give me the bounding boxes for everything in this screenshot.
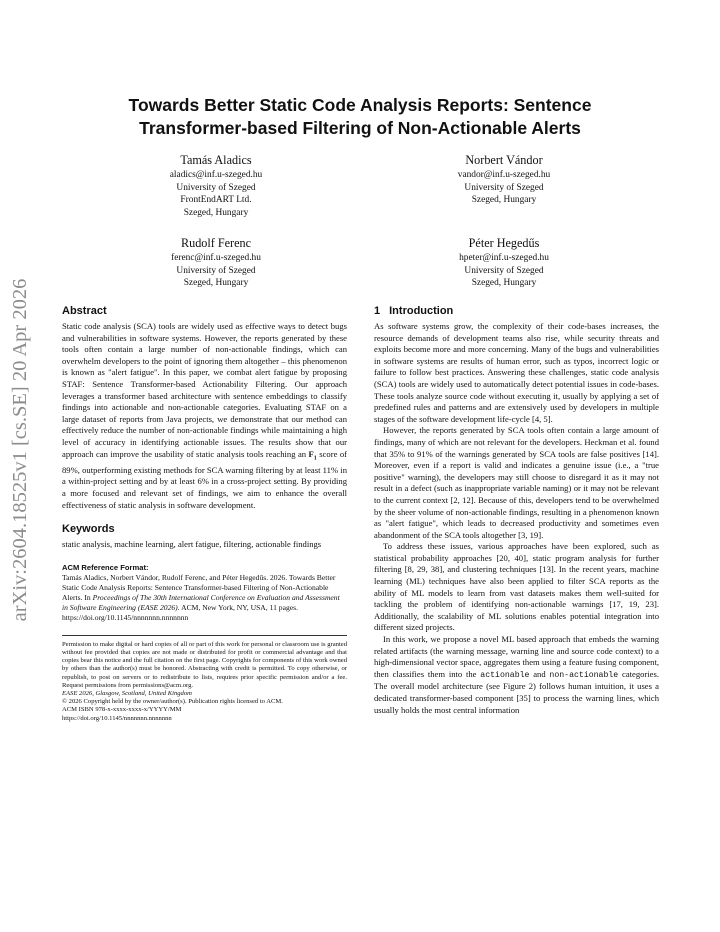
non-actionable-label-code: non-actionable: [549, 670, 619, 680]
permission-block: [62, 641, 347, 723]
section-number: 1: [374, 305, 381, 317]
author-location: Szeged, Hungary: [471, 195, 537, 206]
introduction-heading: [374, 304, 659, 318]
acm-reference-heading: ACM Reference Format:: [62, 562, 149, 572]
acm-reference-part-2: ACM, New York, NY, USA, 11 pages. https://doi.org/10.1145/nnnnnnn.nnnnnnn: [62, 602, 298, 622]
author-name: Rudolf Ferenc: [180, 236, 252, 250]
abstract-heading: Abstract: [62, 305, 107, 317]
footnote-divider: [62, 635, 347, 636]
intro-paragraph-3: To address these issues, various approaches have been explored, such as statistical probability approaches [20, 40], static program analysis for further filtering [8, 29, 38], and clustering techniques [13]. In the recent years, machine learning (ML) techniques have also been applied to filter SCA reports as the ability of ML models to learn from vast datasets makes them well-suited for tackling the problem of identifying non-actionable warnings [17, 19, 23]. Additionally, the scalability of ML solutions enables potential integration into different sized projects.: [374, 541, 659, 633]
author-name: Norbert Vándor: [465, 153, 543, 167]
author-affiliation: University of Szeged: [176, 265, 256, 276]
intro-paragraph-4-part-2: categories. The overall model architecture (see Figure 2) follows human intuition, it uses a dedicated transformer-based component [35] to process the warning lines, which usually holds the most central information: [374, 668, 659, 715]
author-email: vandor@inf.u-szeged.hu: [457, 170, 551, 180]
author-email: ferenc@inf.u-szeged.hu: [171, 253, 261, 263]
intro-paragraph-2: However, the reports generated by SCA tools often contain a large amount of findings, many of which are not relevant for the developers. Heckman et al. found that 35% to 91% of the warnings generated by SCA tools are false positives [14]. Moreover, even if a report is valid and indicates a genuine issue (i.e., a "true positive" warning), the developers may still choose to disregard it as it may not result in a defect (such as inappropriate variable naming) or it may not be relevant to the current context [2, 12]. Because of this, developers tend to be overwhelmed by the sheer volume of non-actionable findings, resulting in a phenomenon known as "alert fatigue", which leads to decreased productivity and sometimes even abandonment of the SCA tools altogether [3, 19].: [374, 425, 659, 540]
doi-line: https://doi.org/10.1145/nnnnnnn.nnnnnnn: [62, 714, 172, 722]
f1-score-symbol: [308, 448, 317, 462]
title-block: [60, 94, 660, 140]
paper-title-line-2: Transformer-based Filtering of Non-Actionable Alerts: [139, 118, 581, 138]
author-block-vandor: [374, 152, 634, 207]
author-location: Szeged, Hungary: [183, 278, 249, 289]
author-name: Péter Hegedűs: [468, 236, 540, 250]
author-location: Szeged, Hungary: [471, 278, 537, 289]
acm-reference-proceedings: Proceedings of The 30th International Conference on Evaluation and Assessment in Software Engineering (EASE 2026).: [62, 592, 340, 612]
abstract-text: [62, 321, 347, 511]
abstract-text-part-1: Static code analysis (SCA) tools are widely used as effective ways to detect bugs and vulnerabilities in software systems. However, the reports generated by these tools often contain a large number of non-actionable findings, which can overwhelm developers to the point of ignoring them altogether – this phenomenon is known as "alert fatigue". In this paper, we combat alert fatigue by proposing STAF: Sentence Transformer-based Actionability Filtering. Our approach leverages a transformer based architecture with sentence embeddings to classify findings into actionable and non-actionable categories. Evaluating STAF on a large dataset of reports from Java projects, we demonstrate that our method can effectively reduce the number of non-actionable findings while maintaining a high level of accuracy in identifying actionable issues. The results show that our approach can improve the usability of static analysis tools reaching an: [62, 321, 347, 459]
intro-paragraph-1: As software systems grow, the complexity of their code-bases increases, the resource demands of development teams also rise, while security threats and exploits become more and more concerning. Many of the bugs and vulnerabilities in software systems are results of human error, such as typos, incorrect logic or failure to follow best practices. Answering these challenges, static code analysis (SCA) tools are widely used to automatically detect potential issues in code-bases. These tools analyze source code without executing it, usually by applying a set of predefined rules and patterns and are extensively used by developers in multiple stages of the software development life-cycle [4, 5].: [374, 321, 659, 424]
keywords-text: static analysis, machine learning, alert fatigue, filtering, actionable findings: [62, 539, 322, 550]
f1-symbol-letter: F: [308, 448, 314, 459]
author-email: aladics@inf.u-szeged.hu: [169, 170, 263, 180]
author-affiliation: University of Szeged: [464, 182, 544, 193]
acm-reference-part-1: Tamás Aladics, Norbert Vándor, Rudolf Ferenc, and Péter Hegedűs. 2026. Towards Better Static Code Analysis Reports: Sentence Transformer-based Filtering of Non-Actionable Alerts. In: [62, 572, 336, 602]
author-block-aladics: [86, 152, 346, 219]
author-affiliation: University of Szeged: [176, 182, 256, 193]
author-block-ferenc: [86, 235, 346, 290]
paper-title-line-1: Towards Better Static Code Analysis Reports: Sentence: [128, 95, 592, 115]
abstract-text-part-2: score of 89%, outperforming existing methods for SCA warning filtering by at least 11% in a within-project setting and by at least 6% in a cross-project setting. By providing a more focused and relevant set of findings, we aim to enhance the overall effectiveness of static analysis in software development.: [62, 448, 347, 510]
author-location: Szeged, Hungary: [183, 207, 249, 218]
author-affiliation: FrontEndART Ltd.: [180, 195, 252, 206]
actionable-label-code: actionable: [480, 670, 530, 680]
left-column: [62, 304, 347, 723]
author-email: hpeter@inf.u-szeged.hu: [459, 253, 549, 263]
conference-venue: EASE 2026, Glasgow, Scotland, United Kingdom: [62, 690, 192, 698]
intro-paragraph-4-part-1: In this work, we propose a novel ML based approach that embeds the warning related artifacts (the warning message, warning line and source code context) to a high-dimensional vector space, aggregates them using a feature fusing component, then classifies them into the: [374, 634, 659, 679]
copyright-notice: © 2026 Copyright held by the owner/author(s). Publication rights licensed to ACM.: [62, 698, 283, 706]
acm-reference-text: [62, 573, 347, 623]
intro-paragraph-4: [374, 634, 659, 716]
author-affiliation: University of Szeged: [464, 265, 544, 276]
permission-text: Permission to make digital or hard copies of all or part of this work for personal or classroom use is granted without fee provided that copies are not made or distributed for profit or commercial advantage and that copies bear this notice and the full citation on the first page. Copyrights for components of this work owned by others than the author(s) must be honored. Abstracting with credit is permitted. To copy otherwise, or republish, to post on servers or to redistribute to lists, requires prior specific permission and/or a fee. Request permissions from permissions@acm.org.: [62, 640, 347, 689]
arxiv-side-stamp: [0, 250, 36, 690]
author-name: Tamás Aladics: [180, 153, 252, 167]
arxiv-identifier: arXiv:2604.18525v1 [cs.SE] 20 Apr 2026: [9, 278, 31, 622]
paper-title: [60, 94, 660, 140]
isbn-line: ACM ISBN 978-x-xxxx-xxxx-x/YYYY/MM: [62, 706, 182, 714]
f1-symbol-subscript: 1: [313, 455, 317, 462]
keywords-heading: Keywords: [62, 523, 115, 536]
section-title: Introduction: [389, 305, 454, 317]
author-block-hegedus: [374, 235, 634, 290]
intro-paragraph-4-conjunction: and: [529, 668, 550, 679]
right-column: [374, 304, 659, 716]
